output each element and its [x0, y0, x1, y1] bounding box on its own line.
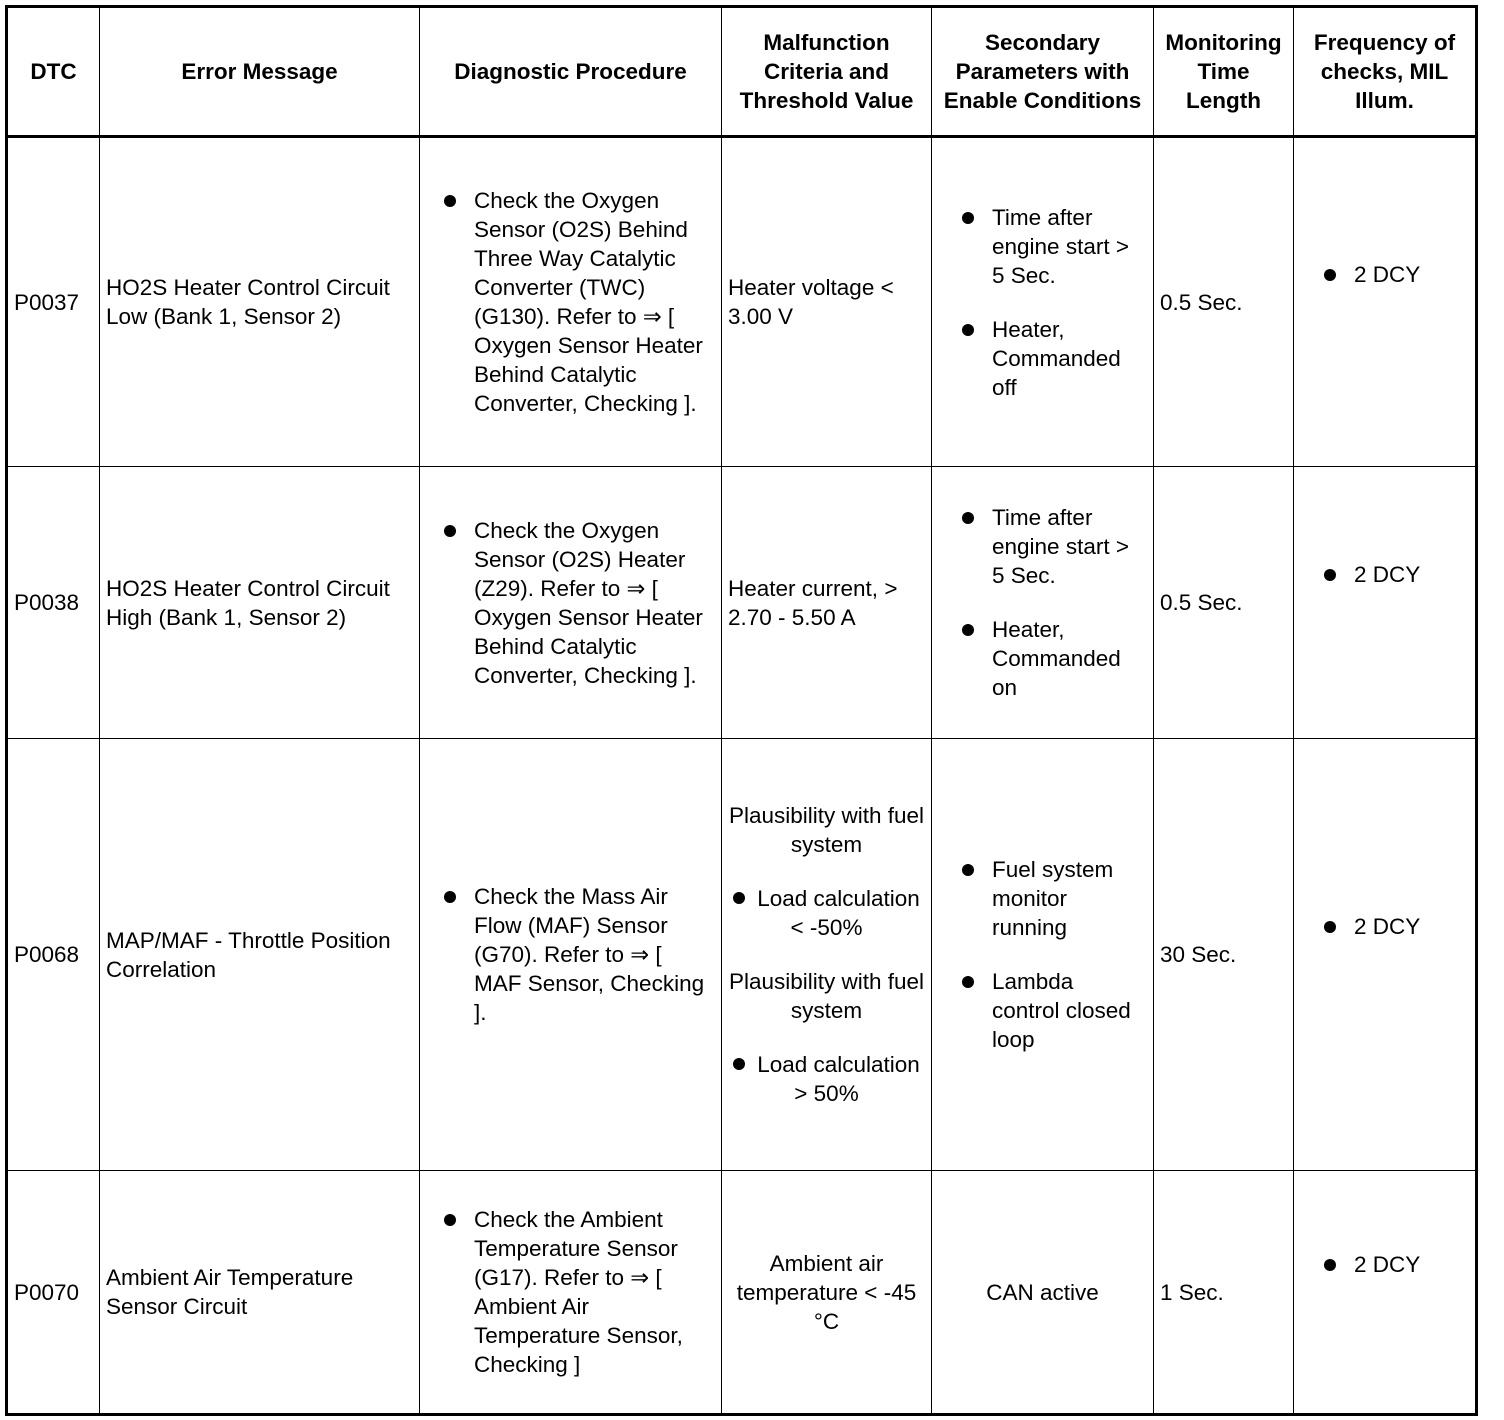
dtc-code: P0068 [7, 739, 100, 1171]
secondary-item: Heater, Commanded off [938, 315, 1147, 402]
monitoring-time: 1 Sec. [1154, 1171, 1294, 1415]
diagnostic-procedure [420, 739, 722, 1171]
frequency-item: 2 DCY [1300, 260, 1469, 289]
monitoring-time: 0.5 Sec. [1154, 467, 1294, 739]
bullet-icon [733, 892, 745, 904]
frequency [1294, 1171, 1477, 1415]
frequency [1294, 467, 1477, 739]
table-row [7, 137, 1477, 467]
diagnostic-procedure [420, 467, 722, 739]
table-row [7, 467, 1477, 739]
frequency [1294, 739, 1477, 1171]
criteria-item-text: Load calculation > 50% [757, 1052, 920, 1106]
diag-item: Check the Oxygen Sensor (O2S) Heater (Z29). Refer to ⇒ [ Oxygen Sensor Heater Behind Catalytic Converter, Checking ]. [426, 516, 715, 690]
header-dtc: DTC [7, 7, 100, 137]
header-malfunction-criteria: Malfunction Criteria and Threshold Value [722, 7, 932, 137]
monitoring-time: 30 Sec. [1154, 739, 1294, 1171]
header-row [7, 7, 1477, 137]
error-message: Ambient Air Temperature Sensor Circuit [100, 1171, 420, 1415]
frequency-item: 2 DCY [1300, 912, 1469, 941]
malfunction-criteria: Ambient air temperature < -45 °C [722, 1171, 932, 1415]
criteria-heading: Plausibility with fuel system [728, 969, 925, 1023]
error-message: MAP/MAF - Throttle Position Correlation [100, 739, 420, 1171]
secondary-parameters: CAN active [932, 1171, 1154, 1415]
secondary-parameters [932, 467, 1154, 739]
criteria-heading: Plausibility with fuel system [728, 803, 925, 857]
malfunction-criteria [722, 739, 932, 1171]
diagnostic-procedure [420, 1171, 722, 1415]
dtc-code: P0070 [7, 1171, 100, 1415]
dtc-table [5, 5, 1478, 1416]
error-message: HO2S Heater Control Circuit Low (Bank 1, Sensor 2) [100, 137, 420, 467]
header-frequency: Frequency of checks, MIL Illum. [1294, 7, 1477, 137]
diagnostic-procedure [420, 137, 722, 467]
monitoring-time: 0.5 Sec. [1154, 137, 1294, 467]
bullet-icon [733, 1058, 745, 1070]
criteria-item [728, 884, 925, 942]
header-secondary-parameters: Secondary Parameters with Enable Conditions [932, 7, 1154, 137]
criteria-item [728, 1050, 925, 1108]
dtc-code: P0038 [7, 467, 100, 739]
secondary-parameters [932, 137, 1154, 467]
header-diagnostic-procedure: Diagnostic Procedure [420, 7, 722, 137]
malfunction-criteria: Heater voltage < 3.00 V [722, 137, 932, 467]
secondary-item: Time after engine start > 5 Sec. [938, 503, 1147, 590]
dtc-code: P0037 [7, 137, 100, 467]
header-error-message: Error Message [100, 7, 420, 137]
header-monitoring-time: Monitoring Time Length [1154, 7, 1294, 137]
table-row [7, 739, 1477, 1171]
secondary-item: Time after engine start > 5 Sec. [938, 203, 1147, 290]
secondary-parameters [932, 739, 1154, 1171]
secondary-item: Heater, Commanded on [938, 615, 1147, 702]
criteria-item-text: Load calculation < -50% [757, 886, 920, 940]
error-message: HO2S Heater Control Circuit High (Bank 1, Sensor 2) [100, 467, 420, 739]
frequency-item: 2 DCY [1300, 560, 1469, 589]
diag-item: Check the Mass Air Flow (MAF) Sensor (G70). Refer to ⇒ [ MAF Sensor, Checking ]. [426, 882, 715, 1027]
secondary-item: Lambda control closed loop [938, 967, 1147, 1054]
diag-item: Check the Ambient Temperature Sensor (G17). Refer to ⇒ [ Ambient Air Temperature Sensor, Checking ] [426, 1205, 715, 1379]
diag-item: Check the Oxygen Sensor (O2S) Behind Three Way Catalytic Converter (TWC) (G130). Refer to ⇒ [ Oxygen Sensor Heater Behind Catalytic Converter, Checking ]. [426, 186, 715, 418]
malfunction-criteria: Heater current, > 2.70 - 5.50 A [722, 467, 932, 739]
frequency-item: 2 DCY [1300, 1250, 1469, 1279]
secondary-item: Fuel system monitor running [938, 855, 1147, 942]
table-row [7, 1171, 1477, 1415]
frequency [1294, 137, 1477, 467]
